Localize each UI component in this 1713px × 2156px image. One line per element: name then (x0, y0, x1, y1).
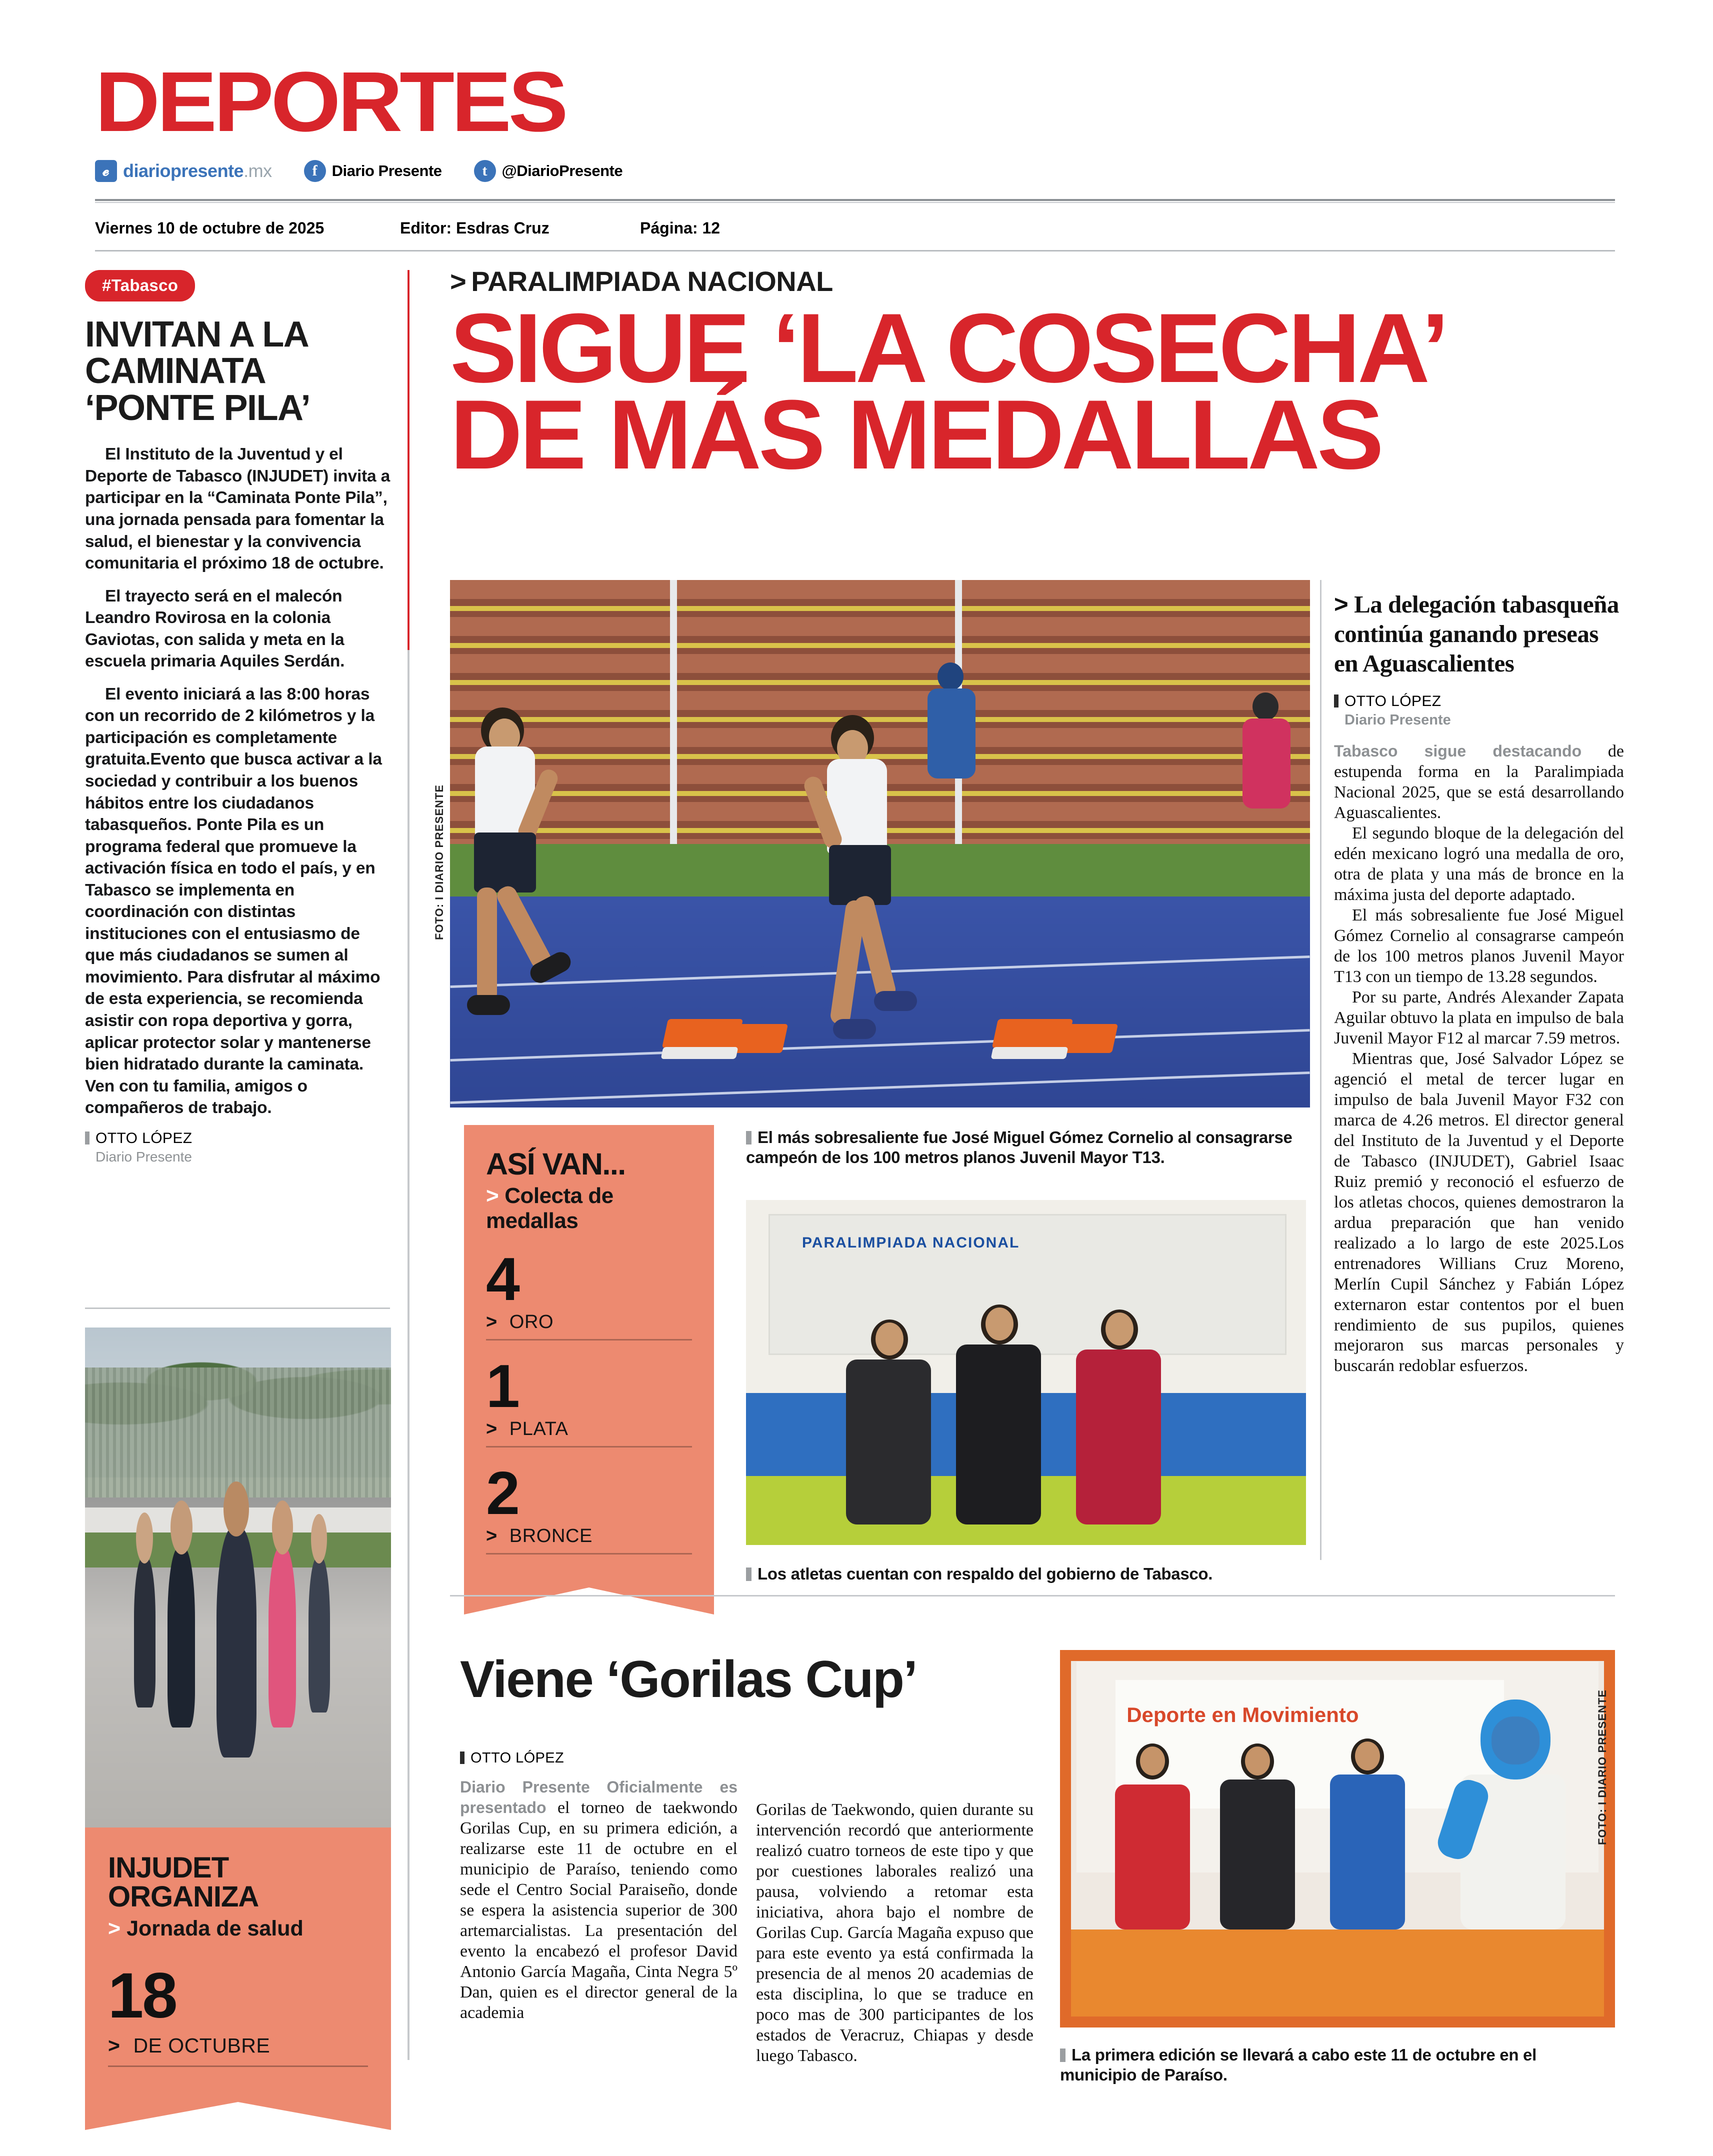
caption-marker-icon (1060, 2048, 1066, 2062)
arrow-icon: > (108, 2034, 120, 2057)
person-face (1106, 1312, 1134, 1346)
caption-text: Los atletas cuentan con respaldo del gobierno de Tabasco. (758, 1564, 1213, 1583)
person-body (1076, 1350, 1161, 1524)
bottom-headline: Viene ‘Gorilas Cup’ (460, 1650, 917, 1708)
fact-box-subtitle: Jornada de salud (126, 1916, 304, 1940)
medal-row-silver (486, 1352, 692, 1448)
photo-banner-text: PARALIMPIADA NACIONAL (802, 1234, 1020, 1251)
byline-source: Diario Presente (1344, 712, 1451, 728)
arrow-icon: > (486, 1184, 499, 1208)
arrow-icon: > (486, 1525, 498, 1546)
left-body-text (85, 444, 390, 1118)
facebook-icon: f (304, 160, 326, 182)
person-face (986, 1308, 1014, 1340)
right-column (1334, 590, 1624, 1376)
photo-pole (670, 580, 677, 844)
caption-text: El más sobresaliente fue José Miguel Gómez Cornelio al consagrarse campeón de los 100 metros planos Juvenil Mayor T13. (746, 1128, 1292, 1167)
fact-box-title: INJUDET ORGANIZA (108, 1852, 259, 1913)
medal-box-subtitle: Colecta de medallas (486, 1184, 614, 1233)
walker-figure (216, 1528, 256, 1758)
medal-label: PLATA (509, 1418, 568, 1440)
body-paragraph-text: de estupenda forma en la Paralimpiada Nacional 2025, que se está desarrollando Aguascalientes. (1334, 742, 1624, 822)
walker-figure (268, 1548, 296, 1728)
website-icon: 𝓮 (95, 160, 117, 182)
medal-label: BRONCE (509, 1525, 592, 1546)
byline-name: OTTO LÓPEZ (1334, 693, 1624, 710)
athlete-shoe (467, 995, 510, 1015)
medal-count: 1 (486, 1352, 518, 1420)
page-number: Página: 12 (640, 219, 720, 237)
fact-box-label: DE OCTUBRE (133, 2034, 270, 2057)
spectator-body (1242, 718, 1290, 808)
body-paragraph (1334, 742, 1624, 824)
bottom-paragraph: Gorilas de Taekwondo, quien durante su intervención recordó que anteriormente realizó cuatro torneos de este tipo y que por cuestiones laborales realizó una pausa, volviendo a retomar esta iniciativa, ahora bajo el nombre de Gorilas Cup. García Magaña expuso que para este evento ya está confirmada la presencia de al menos 20 academias de esta disciplina, lo que se traduce en poco mas de 300 participantes de los estados de Veracruz, Chiapas y desde luego Tabasco. (756, 1800, 1034, 2065)
main-headline-line-2: DE MÁS MEDALLAS (450, 380, 1381, 490)
person-body (846, 1360, 931, 1524)
photo-caption-2 (746, 1564, 1306, 1584)
twitter-label: @DiarioPresente (502, 162, 623, 180)
walker-figure (134, 1558, 156, 1708)
lead-in-text: Tabasco sigue destacando (1334, 742, 1582, 760)
main-photo-credit: FOTO: I DIARIO PRESENTE (433, 784, 446, 940)
social-links-row (95, 160, 654, 182)
body-paragraph: Mientras que, José Salvador López se agenció el metal de tercer lugar en impulso de bala Juvenil Mayor F32 con marca de 4.26 metros. El director general del Instituto de la Juventud y el Deporte de Tabasco (INJUDET), Gabriel Isaac Ruiz premió y reconoció el esfuerzo de los atletas chocos, quienes demostraron la ardua preparación que han venido realizado a lo largo de este 2025.Los entrenadores Willians Cruz Moreno, Merlín Cupil Sánchez y Fabián López externaron estar contentos por el buen rendimiento de sus pupilos, quienes mejoraron sus marcas personales y buscarán redoblar esfuerzos. (1334, 1049, 1624, 1376)
gorilas-cup-photo (1060, 1650, 1615, 2028)
topic-tag[interactable]: #Tabasco (85, 270, 195, 302)
photo-caption-3 (1060, 2045, 1615, 2086)
caption-marker-icon (746, 1568, 752, 1581)
medal-box-title: ASÍ VAN... (486, 1147, 626, 1181)
masthead-divider-thin (95, 202, 1615, 203)
main-headline (450, 293, 1633, 490)
bottom-byline (460, 1750, 564, 1766)
right-column-divider (1320, 580, 1322, 1560)
publication-date: Viernes 10 de octubre de 2025 (95, 219, 324, 237)
spectator-head (1252, 692, 1278, 720)
arrow-icon: > (1334, 591, 1348, 618)
masthead (95, 54, 1625, 150)
medal-label: ORO (509, 1311, 554, 1332)
caption-marker-icon (746, 1131, 752, 1144)
masthead-divider (95, 199, 1615, 201)
fact-box-label-row (108, 2034, 368, 2058)
athlete-shoe (833, 1019, 876, 1039)
medal-tally-box (464, 1125, 714, 1588)
sprinters-photo (450, 580, 1310, 1108)
left-column-divider (85, 1308, 390, 1309)
medal-label-row (486, 1526, 692, 1547)
bottom-paragraph-text: el torneo de taekwondo Gorilas Cup, en su primera edición, a realizarse este 11 de octubre en el municipio de Paraíso, teniendo como sede el Centro Social Paraiseño, donde se espera la asistencia superior de 300 artemarcialistas. La presentación del evento la encabezó el profesor David Antonio García Magaña, Cinta Negra 5º Dan, quien es el director general de la academia (460, 1798, 738, 2022)
medal-underline (486, 1553, 692, 1554)
walkers-photo (85, 1328, 391, 1828)
body-paragraph: El más sobresaliente fue José Miguel Gómez Cornelio al consagrarse campeón de los 100 metros planos Juvenil Mayor T13 con un tiempo de 13.28 segundos. (1334, 906, 1624, 986)
bottom-photo-credit: FOTO: I DIARIO PRESENTE (1596, 1689, 1608, 1845)
bottom-byline-name: OTTO LÓPEZ (460, 1750, 564, 1766)
medalists-photo (746, 1200, 1306, 1545)
walker-figure (168, 1548, 195, 1728)
photo-fence (85, 1368, 391, 1498)
medal-underline (486, 1339, 692, 1340)
left-headline: INVITAN A LA CAMINATA ‘PONTE PILA’ (85, 314, 310, 428)
kicker-text: PARALIMPIADA NACIONAL (471, 266, 833, 297)
starting-block-base (660, 1047, 738, 1059)
main-headline-line-1: SIGUE ‘LA COSECHA’ (450, 293, 1446, 403)
section-title: DEPORTES (95, 54, 566, 150)
main-body-text (1334, 742, 1624, 1376)
bottom-body-column-2 (756, 1800, 1034, 2066)
photo-banner-text: Deporte en Movimiento (1126, 1702, 1359, 1726)
medal-count: 2 (486, 1458, 518, 1527)
medal-box-subtitle-row (486, 1184, 692, 1234)
bottom-section-rule (450, 1595, 1615, 1596)
caption-text: La primera edición se llevará a cabo este 11 de octubre en el municipio de Paraíso. (1060, 2046, 1536, 2084)
twitter-link[interactable] (474, 160, 623, 182)
medal-count: 4 (486, 1245, 518, 1313)
body-paragraph: Por su parte, Andrés Alexander Zapata Aguilar obtuvo la plata en impulso de bala Juvenil Mayor F12 al marcar 7.59 metros. (1334, 988, 1624, 1048)
athlete-shoe (874, 991, 917, 1011)
photo-caption-1 (746, 1128, 1306, 1168)
athlete-shorts (474, 832, 536, 892)
website-suffix: .mx (244, 160, 272, 181)
bottom-lead-bold: Oficialmente es presentado (460, 1778, 738, 1816)
arrow-icon: > (486, 1418, 498, 1440)
left-column (85, 270, 390, 1165)
left-byline-source: Diario Presente (96, 1148, 192, 1164)
medal-row-gold (486, 1245, 692, 1340)
person-face (876, 1322, 904, 1356)
fact-box-underline (108, 2066, 368, 2067)
bottom-lead-source: Diario Presente (460, 1778, 590, 1796)
website-link[interactable] (95, 160, 272, 182)
twitter-icon: t (474, 160, 496, 182)
walker-figure (308, 1558, 330, 1712)
story-subhead (1334, 590, 1624, 678)
person-body (956, 1344, 1041, 1524)
left-paragraph: El trayecto será en el malecón Leandro Rovirosa en la colonia Gaviotas, con salida y meta en la escuela primaria Aquiles Serdán. (85, 586, 345, 671)
website-label: diariopresente (123, 160, 244, 181)
column-divider-accent (408, 270, 410, 650)
left-byline-name: OTTO LÓPEZ (85, 1130, 390, 1147)
left-byline (85, 1130, 390, 1165)
photo-frame (1060, 1650, 1615, 2028)
spectator-head (938, 662, 964, 690)
starting-block-base (990, 1047, 1068, 1059)
arrow-icon: > (486, 1311, 498, 1332)
facebook-link[interactable] (304, 160, 442, 182)
athlete-shorts (829, 845, 891, 905)
left-paragraph: El Instituto de la Juventud y el Deporte de Tabasco (INJUDET) invita a participar en la “Caminata Ponte Pila”, una jornada pensada para fomentar la salud, el bienestar y la convivencia comunitaria el próximo 18 de octubre. (85, 445, 390, 573)
bottom-paragraph (460, 1778, 738, 2024)
fact-box-number: 18 (108, 1960, 176, 2032)
arrow-icon: > (108, 1916, 121, 1940)
facebook-label: Diario Presente (332, 162, 442, 180)
injudet-fact-box (85, 1828, 391, 2102)
spectator-body (928, 688, 976, 778)
medal-underline (486, 1446, 692, 1448)
main-byline (1334, 693, 1624, 728)
medal-label-row (486, 1312, 692, 1333)
athlete-leg (477, 888, 497, 1002)
bottom-body-column-1 (460, 1778, 738, 2024)
subhead-text: La delegación tabasqueña continúa ganando preseas en Aguascalientes (1334, 590, 1619, 677)
left-paragraph: El evento iniciará a las 8:00 horas con un recorrido de 2 kilómetros y la participación es completamente gratuita.Evento que busca activar a la sociedad y contribuir a los buenos hábitos entre los ciudadanos tabasqueños. Ponte Pila es un programa federal que promueve la activación física en todo el país, y en Tabasco se implementa en coordinación con distintas instituciones con el entusiasmo de que más ciudadanos se sumen al movimiento. Para disfrutar al máximo de esta experiencia, se recomienda asistir con ropa deportiva y gorra, aplicar protector solar y mantenerse bien hidratado durante la caminata. Ven con tu familia, amigos o compañeros de trabajo. (85, 684, 382, 1118)
medal-label-row (486, 1418, 692, 1440)
body-paragraph: El segundo bloque de la delegación del edén mexicano logró una medalla de oro, otra de plata y una más de bronce en la máxima justa del deporte adaptado. (1334, 824, 1624, 904)
fact-box-subtitle-row (108, 1916, 368, 1941)
header-bottom-rule (95, 250, 1615, 252)
arrow-icon: > (450, 266, 466, 297)
editor-name: Editor: Esdras Cruz (400, 219, 550, 237)
medal-row-bronze (486, 1458, 692, 1554)
